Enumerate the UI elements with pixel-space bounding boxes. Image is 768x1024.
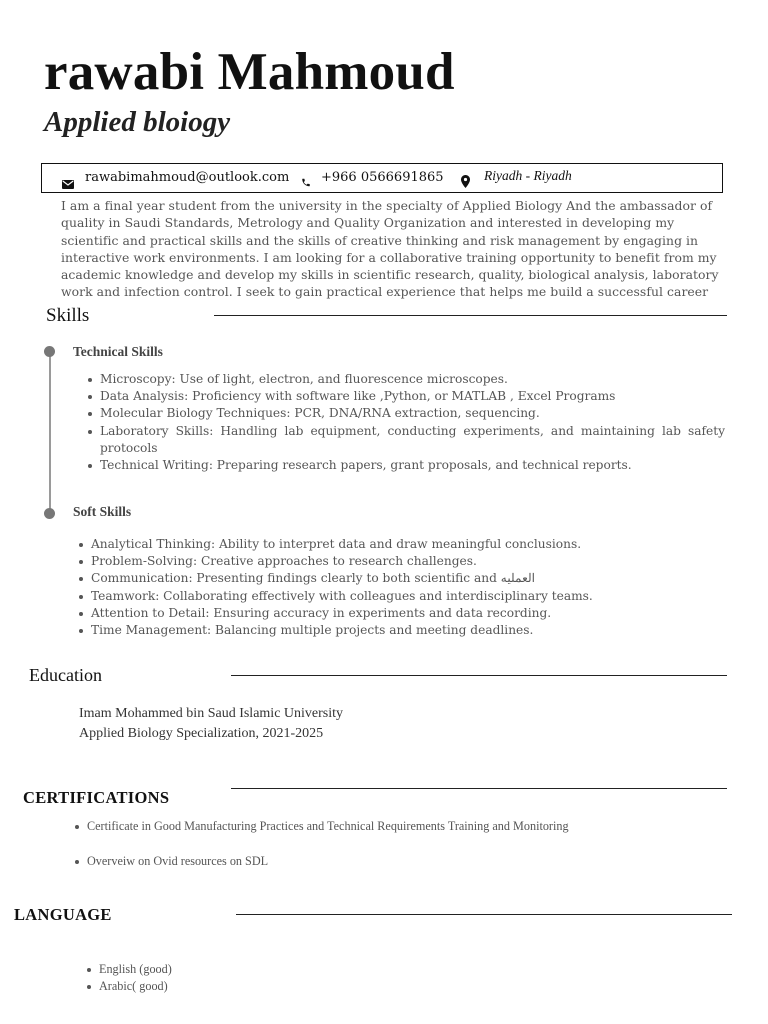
list-item: English (good) [99,961,399,978]
list-item: Arabic( good) [99,978,399,995]
certifications-divider [231,788,727,789]
location-pin-icon [461,173,470,192]
list-item: Laboratory Skills: Handling lab equipment, conducting experiments, and maintaining lab safety protocols [100,423,725,457]
list-item: Overveiw on Ovid resources on SDL [87,853,691,870]
program-name: Applied Biology Specialization, 2021-2025 [79,725,324,741]
email-link[interactable]: rawabimahmoud@outlook.com [85,170,290,185]
education-heading: Education [29,665,102,685]
list-item: Analytical Thinking: Ability to interpret data and draw meaningful conclusions. [91,536,731,553]
list-item: Molecular Biology Techniques: PCR, DNA/RNA extraction, sequencing. [100,405,725,422]
skills-heading: Skills [46,305,90,326]
certifications-list [87,818,691,870]
list-item: Data Analysis: Proficiency with software like ,Python, or MATLAB , Excel Programs [100,388,725,405]
language-heading: LANGUAGE [14,905,112,924]
profile-summary: I am a final year student from the university in the specialty of Applied Biology And the ambassador of quality in Saudi Standards, Metrology and Quality Organization and interested in developing my scientific and practical skills and the skills of creative thinking and risk management by engaging in interactive work environments. I am looking for a collaborative training opportunity to benefit from my academic knowledge and develop my skills in scientific research, quality, biological analysis, laboratory work and infection control. I seek to gain practical experience that helps me build a successful career [61,198,719,300]
timeline-dot-soft [44,508,55,519]
list-item: Certificate in Good Manufacturing Practices and Technical Requirements Training and Monitoring [87,818,691,835]
skills-divider [214,315,727,316]
language-list [99,961,399,995]
timeline-dot-technical [44,346,55,357]
list-item: Microscopy: Use of light, electron, and fluorescence microscopes. [100,371,725,388]
soft-skills-list [91,536,731,639]
list-item: Teamwork: Collaborating effectively with colleagues and interdisciplinary teams. [91,588,731,605]
list-item: Time Management: Balancing multiple projects and meeting deadlines. [91,622,731,639]
technical-skills-list [100,371,725,474]
candidate-name: rawabi Mahmoud [44,43,455,101]
contact-bar [41,163,723,193]
envelope-icon [62,174,74,193]
job-title: Applied bloiogy [44,106,231,138]
education-details [79,704,343,743]
list-item: Technical Writing: Preparing research papers, grant proposals, and technical reports. [100,457,725,474]
phone-number[interactable]: +966 0566691865 [321,170,444,185]
soft-skills-title: Soft Skills [73,504,132,519]
location-text: Riyadh - Riyadh [484,168,572,183]
language-divider [236,914,732,915]
list-item: Attention to Detail: Ensuring accuracy in experiments and data recording. [91,605,731,622]
skills-timeline [49,352,51,514]
list-item: Problem-Solving: Creative approaches to research challenges. [91,553,731,570]
technical-skills-title: Technical Skills [73,344,163,359]
list-item: Communication: Presenting findings clearly to both scientific and العمليه [91,570,731,587]
phone-icon [301,173,311,192]
certifications-heading: CERTIFICATIONS [23,788,170,807]
university-name: Imam Mohammed bin Saud Islamic University [79,706,344,721]
education-divider [231,675,727,676]
